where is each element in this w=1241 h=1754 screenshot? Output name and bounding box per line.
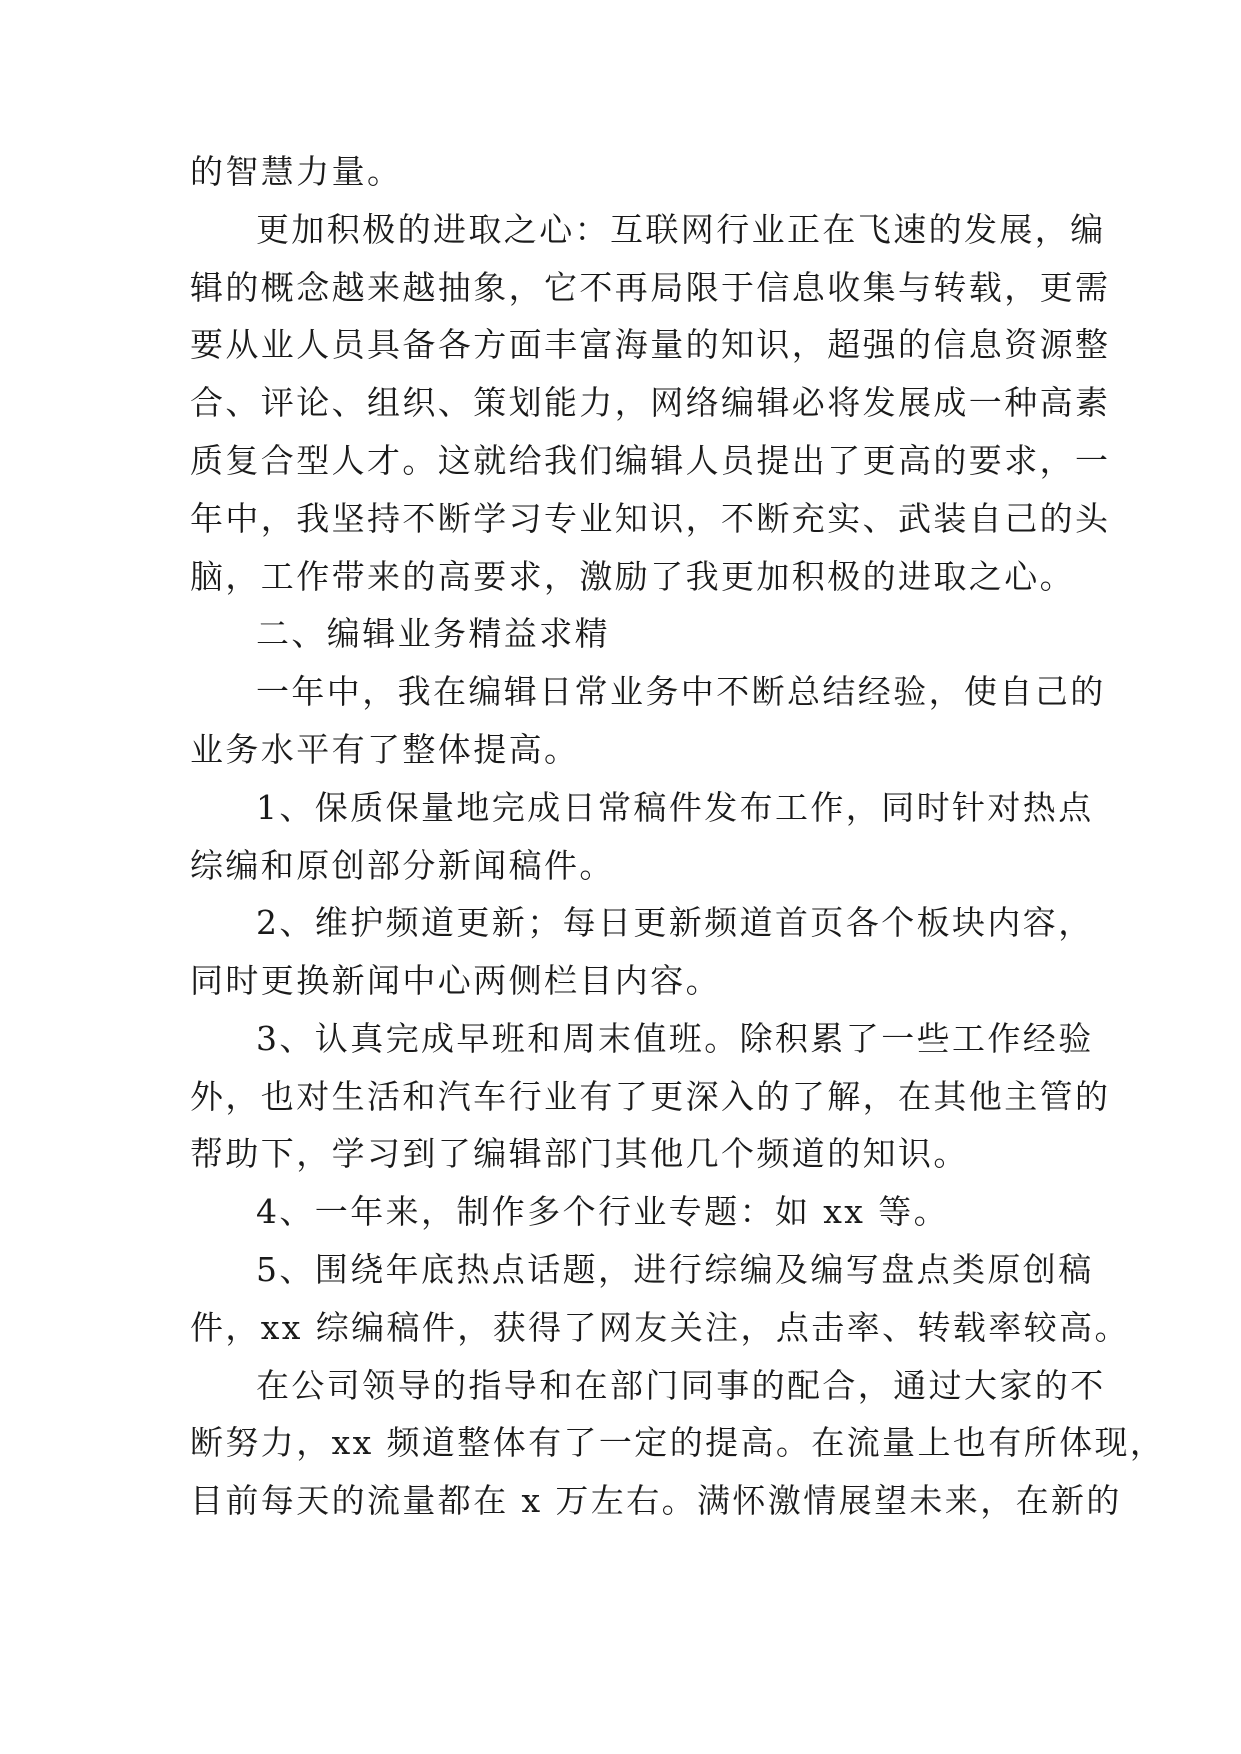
text-line: 目前每天的流量都在 x 万左右。满怀激情展望未来，在新的 [190, 1481, 1122, 1520]
text-line: 要从业人员具备各方面丰富海量的知识，超强的信息资源整 [190, 325, 1111, 364]
text-line: 综编和原创部分新闻稿件。 [190, 846, 615, 885]
text-line: 质复合型人才。这就给我们编辑人员提出了更高的要求，一 [190, 441, 1111, 480]
list-item-line: 1、保质保量地完成日常稿件发布工作，同时针对热点 [256, 788, 1094, 827]
text-line: 外，也对生活和汽车行业有了更深入的了解，在其他主管的 [190, 1077, 1111, 1116]
text-line: 更加积极的进取之心：互联网行业正在飞速的发展，编 [256, 210, 1106, 249]
list-item-line: 2、维护频道更新；每日更新频道首页各个板块内容， [256, 903, 1094, 942]
text-line: 一年中，我在编辑日常业务中不断总结经验，使自己的 [256, 672, 1106, 711]
text-line: 业务水平有了整体提高。 [190, 730, 580, 769]
text-line: 在公司领导的指导和在部门同事的配合，通过大家的不 [256, 1366, 1106, 1405]
text-line: 脑，工作带来的高要求，激励了我更加积极的进取之心。 [190, 557, 1075, 596]
text-line: 断努力，xx 频道整体有了一定的提高。在流量上也有所体现， [190, 1423, 1166, 1462]
list-item-line: 4、一年来，制作多个行业专题：如 xx 等。 [256, 1192, 949, 1231]
text-line: 帮助下，学习到了编辑部门其他几个频道的知识。 [190, 1134, 969, 1173]
text-line: 的智慧力量。 [190, 152, 403, 191]
list-item-line: 3、认真完成早班和周末值班。除积累了一些工作经验 [256, 1019, 1094, 1058]
list-item-line: 5、围绕年底热点话题，进行综编及编写盘点类原创稿 [256, 1250, 1094, 1289]
section-heading: 二、编辑业务精益求精 [256, 614, 610, 653]
text-line: 同时更换新闻中心两侧栏目内容。 [190, 961, 721, 1000]
text-line: 辑的概念越来越抽象，它不再局限于信息收集与转载，更需 [190, 268, 1111, 307]
text-line: 合、评论、组织、策划能力，网络编辑必将发展成一种高素 [190, 383, 1111, 422]
text-line: 件，xx 综编稿件，获得了网友关注，点击率、转载率较高。 [190, 1308, 1130, 1347]
text-line: 年中，我坚持不断学习专业知识，不断充实、武装自己的头 [190, 499, 1111, 538]
